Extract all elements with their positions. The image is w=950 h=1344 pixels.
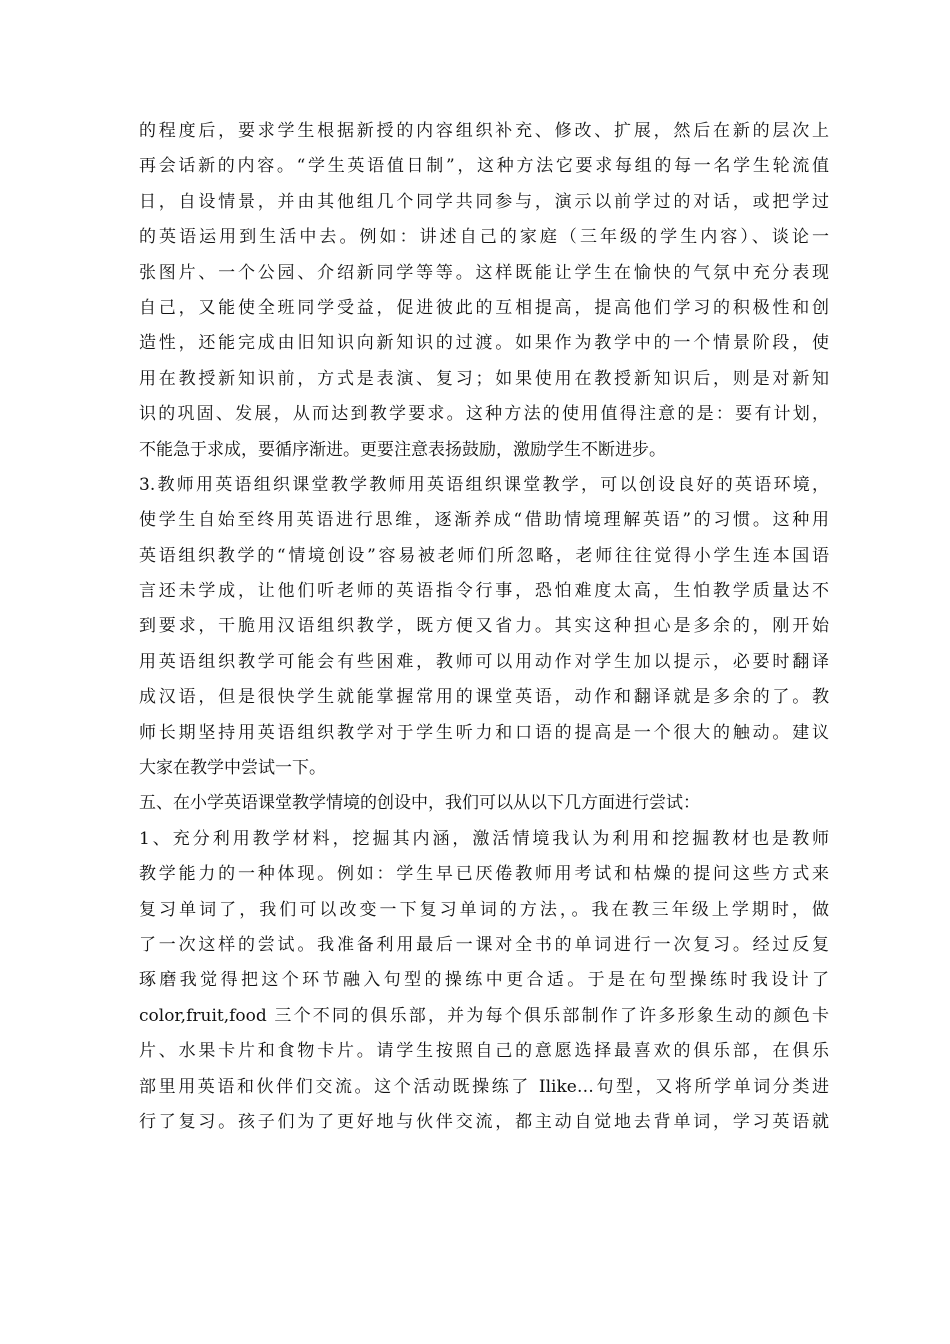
text-line: 日，自设情景，并由其他组几个同学共同参与，演示以前学过的对话，或把学过 [139,191,829,212]
text-line: 使学生自始至终用英语进行思维，逐渐养成“借助情境理解英语”的习惯。这种用 [139,510,829,531]
text-line: 的程度后，要求学生根据新授的内容组织补充、修改、扩展，然后在新的层次上 [139,121,829,141]
text-line: 自己，又能使全班同学受益，促进彼此的互相提高，提高他们学习的积极性和创 [139,297,829,318]
text-line: 用在教授新知识前，方式是表演、复习；如果使用在教授新知识后，则是对新知 [139,368,829,389]
text-line: 琢磨我觉得把这个环节融入句型的操练中更合适。于是在句型操练时我设计了 [139,970,829,991]
text-line: 成汉语，但是很快学生就能掌握常用的课堂英语，动作和翻译就是多余的了。教 [139,687,829,708]
text-line: 造性，还能完成由旧知识向新知识的过渡。如果作为教学中的一个情景阶段，使 [139,333,829,354]
text-line: 用英语组织教学可能会有些困难，教师可以用动作对学生加以提示，必要时翻译 [139,651,829,672]
text-line: 师长期坚持用英语组织教学对于学生听力和口语的提高是一个很大的触动。建议 [139,722,829,743]
text-line: 了一次这样的尝试。我准备利用最后一课对全书的单词进行一次复习。经过反复 [139,934,829,955]
text-line: 张图片、一个公园、介绍新同学等等。这样既能让学生在愉快的气氛中充分表现 [139,262,829,283]
text-line: 不能急于求成，要循序渐进。更要注意表扬鼓励，激励学生不断进步。 [139,439,666,460]
text-line: 1、充分利用教学材料，挖掘其内涵，激活情境我认为利用和挖掘教材也是教师 [139,828,829,849]
text-line: 3.教师用英语组织课堂教学教师用英语组织课堂教学，可以创设良好的英语环境， [139,474,829,495]
text-line: 教学能力的一种体现。例如：学生早已厌倦教师用考试和枯燥的提问这些方式来 [139,864,829,885]
text-line: 言还未学成，让他们听老师的英语指令行事，恐怕难度太高，生怕教学质量达不 [139,581,829,602]
text-line: 五、在小学英语课堂教学情境的创设中，我们可以从以下几方面进行尝试： [139,793,700,814]
text-line: 部里用英语和伙伴们交流。这个活动既操练了 Ilike…句型，又将所学单词分类进 [139,1076,829,1097]
text-line: 大家在教学中尝试一下。 [139,758,326,779]
body-text [139,114,829,1140]
text-line: 的英语运用到生活中去。例如：讲述自己的家庭（三年级的学生内容）、谈论一 [139,227,829,248]
text-line: 复习单词了，我们可以改变一下复习单词的方法，。我在教三年级上学期时，做 [139,899,829,920]
text-line: 片、水果卡片和食物卡片。请学生按照自己的意愿选择最喜欢的俱乐部，在俱乐 [139,1041,829,1062]
text-line: 再会话新的内容。“学生英语值日制”，这种方法它要求每组的每一名学生轮流值 [139,156,829,177]
text-line: 英语组织教学的“情境创设”容易被老师们所忽略，老师往往觉得小学生连本国语 [139,545,829,566]
text-line: 行了复习。孩子们为了更好地与伙伴交流，都主动自觉地去背单词，学习英语就 [139,1111,829,1132]
text-line: color,fruit,food 三个不同的俱乐部，并为每个俱乐部制作了许多形象生动的颜色卡 [139,1005,829,1026]
text-line: 识的巩固、发展，从而达到教学要求。这种方法的使用值得注意的是：要有计划， [139,404,829,425]
text-line: 到要求，干脆用汉语组织教学，既方便又省力。其实这种担心是多余的，刚开始 [139,616,829,637]
